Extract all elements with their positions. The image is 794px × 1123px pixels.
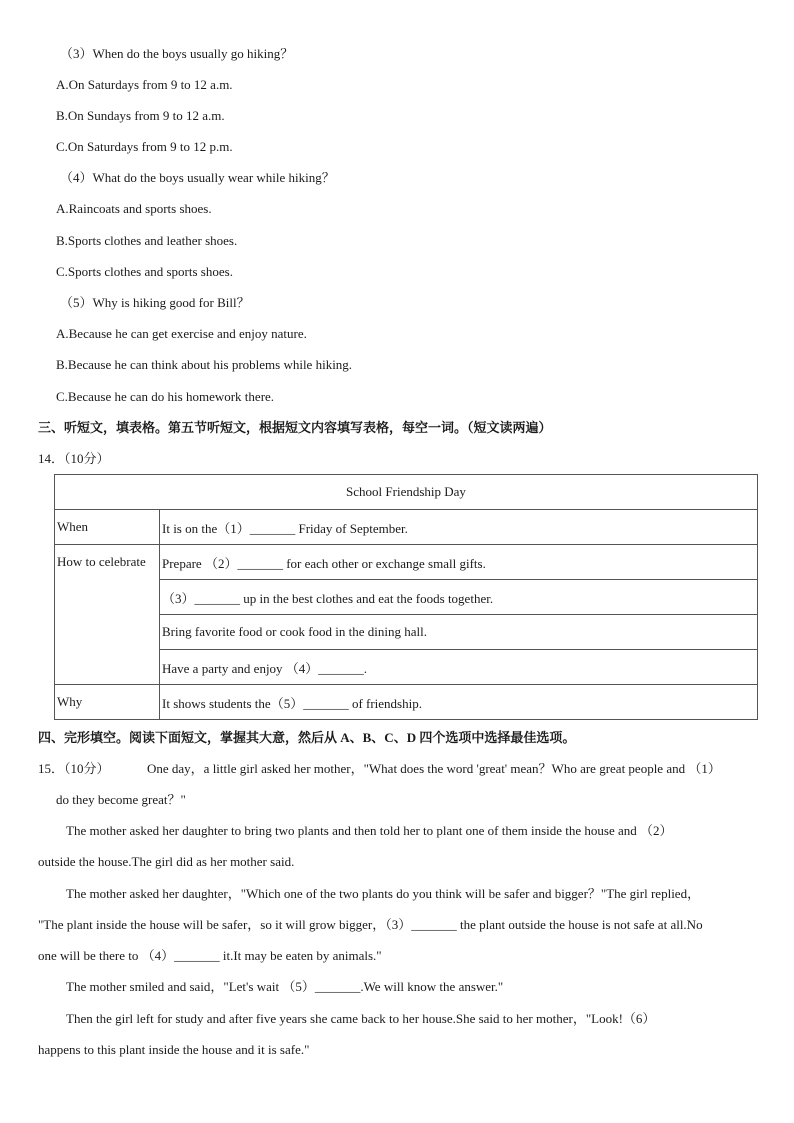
question-3-option-a: A.On Saturdays from 9 to 12 a.m. [56, 77, 233, 92]
how-cell-1: Prepare （2）_______ for each other or exchange small gifts. [160, 545, 758, 580]
friendship-day-table [54, 474, 758, 720]
how-cell-4: Have a party and enjoy （4）_______. [160, 650, 758, 685]
when-label: When [55, 510, 160, 545]
table-title: School Friendship Day [55, 475, 758, 510]
passage-line-10: happens to this plant inside the house and it is safe." [38, 1042, 310, 1057]
passage-line-5: The mother asked her daughter，"Which one of the two plants do you think will be safer and bigger？"The girl replied， [66, 886, 701, 901]
question-3-option-b: B.On Sundays from 9 to 12 a.m. [56, 108, 225, 123]
question-15-number: 15．（10分） [38, 761, 110, 776]
passage-line-8: The mother smiled and said，"Let's wait （5）_______.We will know the answer." [66, 979, 504, 994]
question-3-option-c: C.On Saturdays from 9 to 12 p.m. [56, 139, 233, 154]
passage-line-1: One day，a little girl asked her mother，"What does the word 'great' mean？Who are great people and （1） [147, 761, 721, 776]
question-4-text: （4）What do the boys usually wear while hiking？ [60, 170, 335, 185]
question-5-option-b: B.Because he can think about his problems while hiking. [56, 357, 353, 372]
passage-line-2: do they become great？" [56, 792, 186, 807]
question-4-option-c: C.Sports clothes and sports shoes. [56, 264, 233, 279]
passage-line-3: The mother asked her daughter to bring two plants and then told her to plant one of them inside the house and （2） [66, 823, 673, 838]
question-14-number: 14．（10分） [38, 451, 110, 466]
how-cell-3: Bring favorite food or cook food in the dining hall. [160, 615, 758, 650]
passage-line-7: one will be there to （4）_______ it.It may be eaten by animals." [38, 948, 382, 963]
section-3-heading: 三、听短文，填表格。第五节听短文，根据短文内容填写表格，每空一词。（短文读两遍） [38, 420, 552, 435]
question-4-option-b: B.Sports clothes and leather shoes. [56, 233, 238, 248]
why-cell: It shows students the（5）_______ of friendship. [160, 685, 758, 720]
how-cell-2: （3）_______ up in the best clothes and eat the foods together. [160, 580, 758, 615]
how-label: How to celebrate [55, 545, 160, 685]
passage-line-9: Then the girl left for study and after five years she came back to her house.She said to her mother，"Look!（6） [66, 1011, 656, 1026]
question-5-option-c: C.Because he can do his homework there. [56, 389, 275, 404]
why-label: Why [55, 685, 160, 720]
question-5-text: （5）Why is hiking good for Bill？ [60, 295, 250, 310]
question-5-option-a: A.Because he can get exercise and enjoy nature. [56, 326, 307, 341]
section-4-heading: 四、完形填空。阅读下面短文，掌握其大意，然后从 A、B、C、D 四个选项中选择最佳选项。 [38, 730, 576, 745]
passage-line-6: "The plant inside the house will be safer，so it will grow bigger，（3）_______ the plant outside the house is not safe at all.No [38, 917, 703, 932]
passage-line-4: outside the house.The girl did as her mother said. [38, 854, 295, 869]
when-cell: It is on the（1）_______ Friday of September. [160, 510, 758, 545]
question-3-text: （3）When do the boys usually go hiking？ [60, 46, 294, 61]
question-4-option-a: A.Raincoats and sports shoes. [56, 201, 212, 216]
